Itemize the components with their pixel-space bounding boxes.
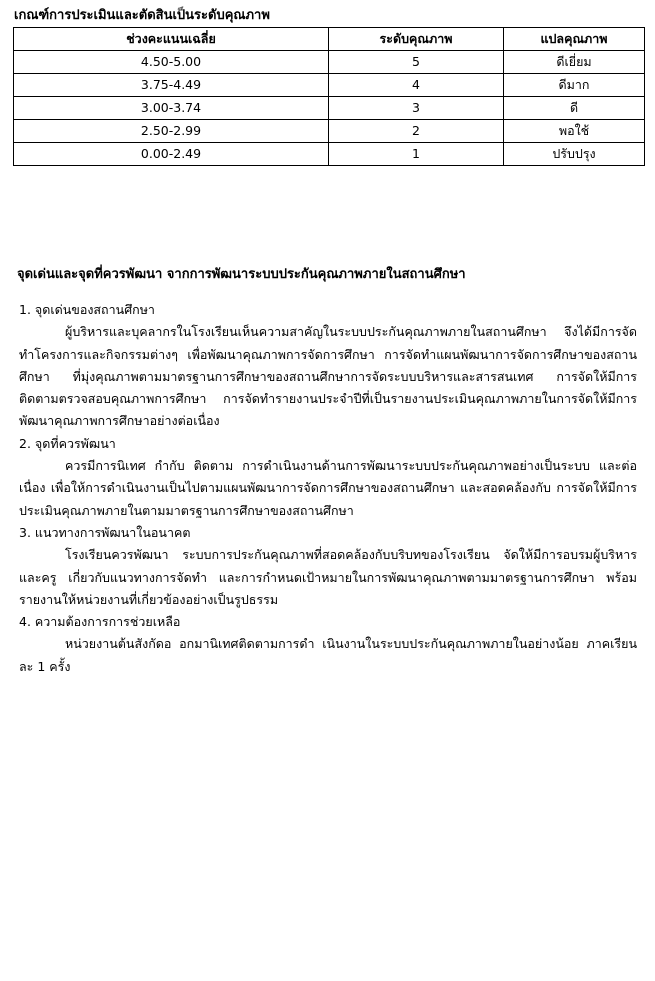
cell-quality-level: 4 <box>329 74 504 97</box>
cell-quality-meaning: ดีเยี่ยม <box>504 51 645 74</box>
table-header-row <box>14 28 645 51</box>
table-row <box>14 120 645 143</box>
header-quality-meaning: แปลคุณภาพ <box>504 28 645 51</box>
item-heading-future-direction: 3. แนวทางการพัฒนาในอนาคต <box>19 524 191 540</box>
table-row <box>14 74 645 97</box>
cell-score-range: 0.00-2.49 <box>14 143 329 166</box>
item-heading-improvements: 2. จุดที่ควรพัฒนา <box>19 435 116 451</box>
section-body <box>19 299 637 678</box>
cell-quality-level: 3 <box>329 97 504 120</box>
header-quality-level: ระดับคุณภาพ <box>329 28 504 51</box>
table-row <box>14 143 645 166</box>
criteria-table-title: เกณฑ์การประเมินและตัดสินเป็นระดับคุณภาพ <box>14 8 270 23</box>
cell-quality-level: 1 <box>329 143 504 166</box>
item-text-strengths: ผู้บริหารและบุคลากรในโรงเรียนเห็นความสาคัญในระบบประกันคุณภาพภายในสถานศึกษา จึงได้มีการจัดทำโครงการและกิจกรรมต่างๆ เพื่อพัฒนาคุณภาพการจัดการศึกษา การจัดทำแผนพัฒนาการจัดการศึกษาของสถานศึกษา ที่มุ่งคุณภาพตามมาตรฐานการศึกษาของสถานศึกษาการจัดระบบบริหารและสารสนเทศ การจัดให้มีการติดตามตรวจสอบคุณภาพการศึกษา การจัดทำรายงานประจำปีที่เป็นรายงานประเมินคุณภาพภายในการจัดให้มีการพัฒนาคุณภาพการศึกษาอย่างต่อเนื่อง <box>19 324 637 429</box>
cell-score-range: 3.75-4.49 <box>14 74 329 97</box>
cell-quality-meaning: พอใช้ <box>504 120 645 143</box>
table-row <box>14 97 645 120</box>
item-text-assistance-needs: หน่วยงานต้นสังกัดอ อกมานิเทศติดตามการดำ เนินงานในระบบประกันคุณภาพภายในอย่างน้อย ภาคเรียนละ 1 ครั้ง <box>19 636 637 674</box>
header-score-range: ช่วงคะแนนเฉลี่ย <box>14 28 329 51</box>
item-text-improvements: ควรมีการนิเทศ กำกับ ติดตาม การดำเนินงานด้านการพัฒนาระบบประกันคุณภาพอย่างเป็นระบบ และต่อเนื่อง เพื่อให้การดำเนินงานเป็นไปตามแผนพัฒนาการจัดการศึกษาของสถานศึกษา และสอดคล้องกับ การจัดให้มีการประเมินคุณภาพภายในตามมาตรฐานการศึกษาของสถานศึกษา <box>19 458 637 518</box>
item-text-future-direction: โรงเรียนควรพัฒนา ระบบการประกันคุณภาพที่สอดคล้องกับบริบทของโรงเรียน จัดให้มีการอบรมผู้บริหารและครู เกี่ยวกับแนวทางการจัดทำ และการกำหนดเป้าหมายในการพัฒนาคุณภาพตามมาตรฐานการศึกษา พร้อมรายงานให้หน่วยงานที่เกี่ยวข้องอย่างเป็นรูปธรรม <box>19 547 637 607</box>
criteria-table <box>13 27 645 166</box>
item-heading-strengths: 1. จุดเด่นของสถานศึกษา <box>19 302 155 317</box>
table-row <box>14 51 645 74</box>
cell-score-range: 3.00-3.74 <box>14 97 329 120</box>
cell-quality-meaning: ดี <box>504 97 645 120</box>
item-heading-assistance-needs: 4. ความต้องการการช่วยเหลือ <box>19 614 181 630</box>
cell-quality-level: 2 <box>329 120 504 143</box>
cell-quality-meaning: ปรับปรุง <box>504 143 645 166</box>
cell-score-range: 4.50-5.00 <box>14 51 329 74</box>
section-heading: จุดเด่นและจุดที่ควรพัฒนา จากการพัฒนาระบบประกันคุณภาพภายในสถานศึกษา <box>17 267 466 282</box>
cell-score-range: 2.50-2.99 <box>14 120 329 143</box>
cell-quality-level: 5 <box>329 51 504 74</box>
cell-quality-meaning: ดีมาก <box>504 74 645 97</box>
